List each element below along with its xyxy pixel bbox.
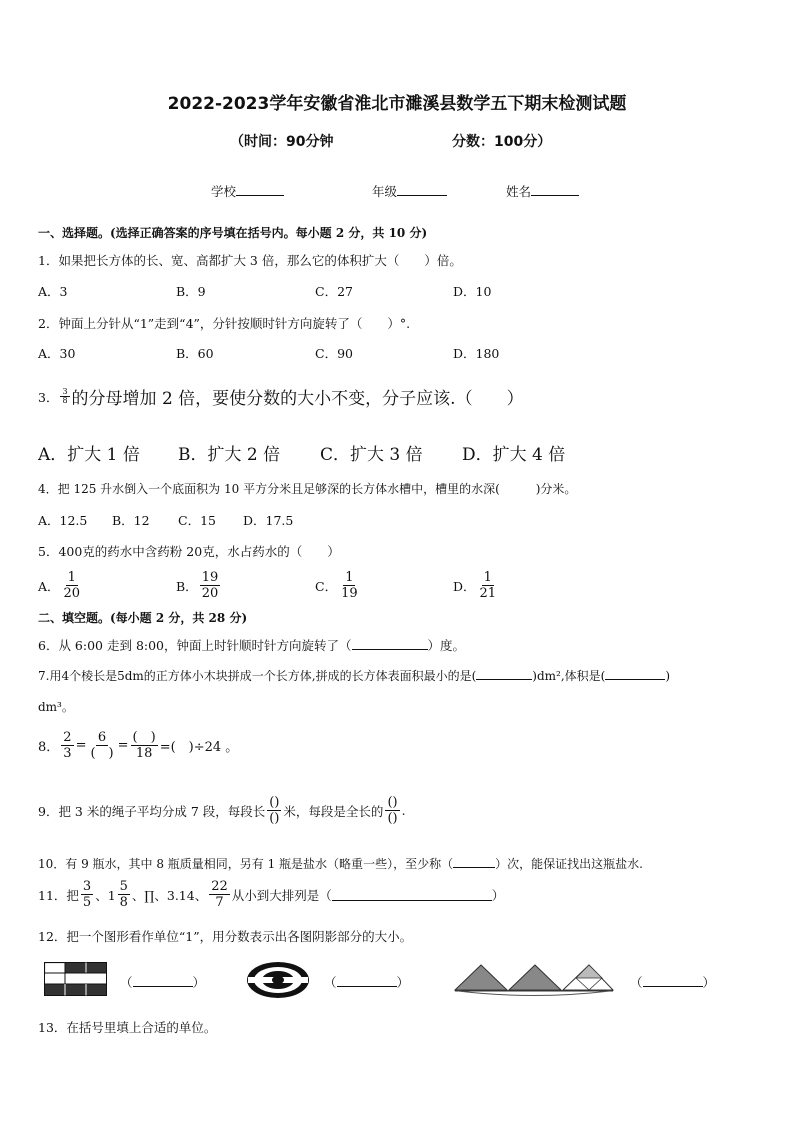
q11-f3-den: 7 <box>215 895 224 910</box>
question-11 <box>38 879 504 910</box>
q10-text-a: 10．有 9 瓶水，其中 8 瓶质量相同，另有 1 瓶是盐水（略重一些），至少称（ <box>38 857 454 871</box>
q4-option-b[interactable]: B．12 <box>112 513 150 528</box>
q8-f3-num: ( ) <box>132 730 156 745</box>
q4-option-d[interactable]: D．17.5 <box>243 513 294 528</box>
q10-text-b: ）次，能保证找出这瓶盐水. <box>495 857 643 871</box>
q11-text-c: ） <box>491 887 505 903</box>
q8-tail: =( )÷24 。 <box>159 740 239 755</box>
q7-text-b: )dm²,体积是( <box>532 669 606 683</box>
q5-option-d-fraction <box>478 570 499 601</box>
q11-f2-den: 8 <box>119 895 128 910</box>
q2-option-b[interactable]: B．60 <box>176 346 214 361</box>
q11-fraction-1 <box>81 879 93 910</box>
question-2: 2．钟面上分针从“1”走到“4”，分针按顺时针方向旋转了（ ）°. <box>38 316 411 331</box>
q7-blank-area[interactable] <box>476 667 532 680</box>
exam-time: （时间：90分钟 <box>230 134 334 150</box>
question-8 <box>38 730 238 761</box>
q5-option-a[interactable] <box>38 570 84 601</box>
q6-blank[interactable] <box>352 637 428 650</box>
q6-text-b: ）度。 <box>427 638 466 653</box>
q1-option-a[interactable]: A．3 <box>38 284 68 299</box>
q11-text-b: 从小到大排列是（ <box>231 887 332 903</box>
q8-f1-den: 3 <box>63 746 72 761</box>
q8-fraction-2[interactable] <box>88 730 115 761</box>
q9-f1-den: () <box>269 811 280 826</box>
question-4: 4．把 125 升水倒入一个底面积为 10 平方分米且足够深的长方体水槽中，槽里的水深( )分米。 <box>38 482 577 496</box>
section-heading-fill: 二、填空题。(每小题 2 分，共 28 分) <box>38 611 248 625</box>
question-7 <box>38 667 670 684</box>
q9-text-b: 米，每段是全长的 <box>283 803 384 819</box>
grade-field <box>372 182 447 200</box>
q12-close-1: ） <box>192 975 206 990</box>
q8-f2-den: ( ) <box>90 746 114 761</box>
q9-f1-num: () <box>269 795 280 810</box>
q12-blank-2[interactable] <box>337 974 397 987</box>
q3-fraction <box>60 388 69 405</box>
q11-f2-num: 5 <box>119 879 128 894</box>
q9-f2-den: () <box>387 811 398 826</box>
school-blank[interactable] <box>236 183 284 196</box>
exam-score: 分数：100分） <box>452 134 552 150</box>
q5-b-den: 20 <box>201 586 219 601</box>
question-6 <box>38 636 465 654</box>
section-heading-choice: 一、选择题。(选择正确答案的序号填在括号内。每小题 2 分，共 10 分) <box>38 226 428 240</box>
q2-option-c[interactable]: C．90 <box>315 346 353 361</box>
q12-figure-triangles <box>453 962 615 998</box>
q3-text: 的分母增加 2 倍，要使分数的大小不变，分子应该.（ ） <box>71 389 524 409</box>
q12-open-3: （ <box>630 975 643 990</box>
q12-close-3: ） <box>702 975 716 990</box>
q11-mid: 、∏、3.14、 <box>131 887 208 903</box>
q3-option-c[interactable]: C．扩大 3 倍 <box>320 445 423 465</box>
q12-figure-grid <box>44 962 107 996</box>
q5-option-b-fraction <box>200 570 221 601</box>
q5-option-d[interactable] <box>453 570 500 601</box>
q12-blank-3[interactable] <box>643 974 703 987</box>
q12-open-1: （ <box>120 975 133 990</box>
q9-f2-num: () <box>387 795 398 810</box>
q12-close-2: ） <box>396 975 410 990</box>
q2-option-a[interactable]: A．30 <box>38 346 76 361</box>
name-label: 姓名 <box>506 184 532 199</box>
q8-f2-num: 6 <box>97 730 107 745</box>
q6-text-a: 6．从 6:00 走到 8:00，钟面上时针顺时针方向旋转了（ <box>38 638 352 653</box>
q11-sep1: 、1 <box>95 887 116 903</box>
q5-option-a-label: A． <box>38 578 60 594</box>
q5-option-a-fraction <box>62 570 83 601</box>
q7-text-c: ) <box>665 669 671 683</box>
q3-option-d[interactable]: D．扩大 4 倍 <box>462 445 566 465</box>
q8-f1-num: 2 <box>63 730 72 745</box>
q5-c-num: 1 <box>345 570 354 585</box>
q8-fraction-3[interactable] <box>131 730 158 761</box>
q11-f1-den: 5 <box>82 895 92 910</box>
q1-option-c[interactable]: C．27 <box>315 284 353 299</box>
q5-a-num: 1 <box>67 570 76 585</box>
q8-equals-1: = <box>75 738 87 753</box>
q5-option-d-label: D． <box>453 578 476 594</box>
q8-number: 8． <box>38 740 60 755</box>
question-13: 13．在括号里填上合适的单位。 <box>38 1020 217 1035</box>
q4-option-c[interactable]: C．15 <box>178 513 216 528</box>
q5-option-b-label: B． <box>176 578 198 594</box>
grade-label: 年级 <box>372 184 398 199</box>
q12-answer-3 <box>630 973 715 991</box>
q11-f3-num: 22 <box>211 879 228 894</box>
q3-frac-den: 8 <box>62 396 68 405</box>
q8-equals-2: = <box>117 738 129 753</box>
q1-option-b[interactable]: B．9 <box>176 284 206 299</box>
q11-fraction-3 <box>209 879 230 910</box>
q5-b-num: 19 <box>201 570 219 585</box>
q11-blank[interactable] <box>332 888 492 901</box>
q5-d-num: 1 <box>483 570 492 585</box>
question-5: 5．400克的药水中含药粉 20克，水占药水的（ ） <box>38 544 340 559</box>
question-12: 12．把一个图形看作单位“1”，用分数表示出各图阴影部分的大小。 <box>38 929 413 944</box>
question-10 <box>38 855 643 872</box>
q3-frac-num: 3 <box>62 387 68 396</box>
q3-option-a[interactable]: A．扩大 1 倍 <box>38 445 140 465</box>
q3-option-b[interactable]: B．扩大 2 倍 <box>178 445 281 465</box>
q5-option-c[interactable] <box>315 570 362 601</box>
q9-fraction-part[interactable] <box>385 795 399 826</box>
q12-blank-1[interactable] <box>133 974 193 987</box>
q12-figure-target <box>246 961 310 999</box>
q5-a-den: 20 <box>63 586 81 601</box>
q4-option-a[interactable]: A．12.5 <box>38 513 88 528</box>
q9-fraction-length[interactable] <box>267 795 281 826</box>
q1-option-d[interactable]: D．10 <box>453 284 492 299</box>
q5-option-c-fraction <box>339 570 360 601</box>
q2-option-d[interactable]: D．180 <box>453 346 500 361</box>
q11-fraction-2 <box>118 879 130 910</box>
q10-blank[interactable] <box>453 855 495 868</box>
q8-f3-den: 18 <box>135 746 153 761</box>
q5-d-den: 21 <box>479 586 497 601</box>
q9-text-c: . <box>401 803 406 818</box>
school-field <box>211 182 284 200</box>
q3-number: 3． <box>38 389 59 405</box>
grade-blank[interactable] <box>397 183 447 196</box>
q12-answer-2 <box>324 973 409 991</box>
name-field <box>506 182 579 200</box>
q11-text-a: 11．把 <box>38 887 79 903</box>
question-1: 1．如果把长方体的长、宽、高都扩大 3 倍，那么它的体积扩大（ ）倍。 <box>38 253 462 268</box>
q8-fraction-1 <box>61 730 73 761</box>
question-3 <box>38 384 524 409</box>
question-9 <box>38 795 406 826</box>
q7-blank-volume[interactable] <box>605 667 665 680</box>
q12-open-2: （ <box>324 975 337 990</box>
q5-option-b[interactable] <box>176 570 222 601</box>
name-blank[interactable] <box>531 183 579 196</box>
page-title: 2022-2023学年安徽省淮北市濉溪县数学五下期末检测试题 <box>167 94 627 114</box>
school-label: 学校 <box>211 184 237 199</box>
q5-c-den: 19 <box>341 586 358 601</box>
q12-answer-1 <box>120 973 205 991</box>
q5-option-c-label: C． <box>315 578 338 594</box>
q11-f1-num: 3 <box>82 879 92 894</box>
q9-text-a: 9．把 3 米的绳子平均分成 7 段，每段长 <box>38 803 266 819</box>
q7-text-a: 7.用4个棱长是5dm的正方体小木块拼成一个长方体,拼成的长方体表面积最小的是( <box>38 669 477 683</box>
q7-text-d: dm³。 <box>38 700 74 714</box>
